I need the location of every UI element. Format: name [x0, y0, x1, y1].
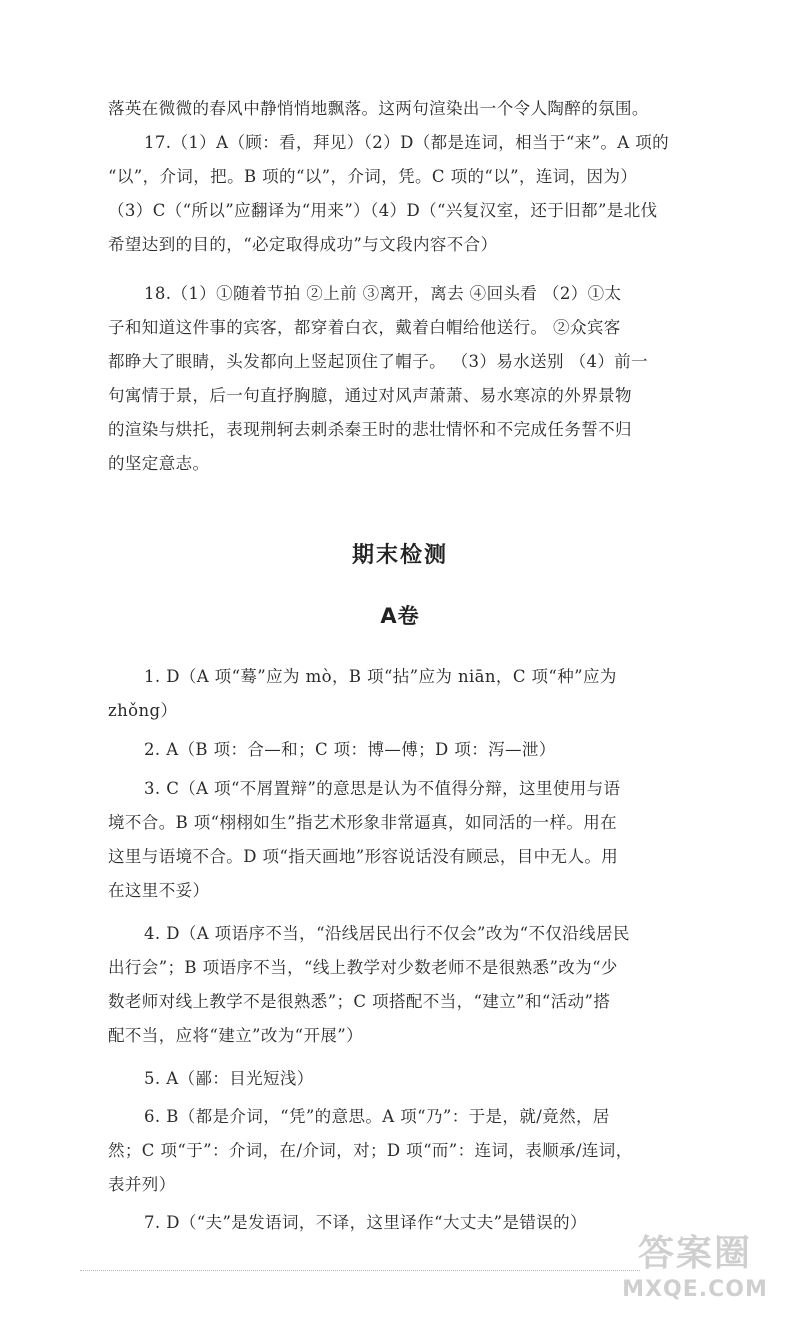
text-line: 5. A（鄙：目光短浅）: [144, 1069, 314, 1088]
text-line: 落英在微微的春风中静悄悄地飘落。这两句渲染出一个令人陶醉的氛围。: [108, 99, 649, 118]
text-line: 的坚定意志。: [108, 454, 210, 473]
answer-4: [108, 917, 668, 1053]
answer-2: [108, 733, 668, 767]
text-line: 6. B（都是介词，“凭”的意思。A 项“乃”：于是，就/竟然，居: [144, 1107, 610, 1126]
answer-16-continuation: [108, 92, 668, 262]
text-line: 这里与语境不合。D 项“指天画地”形容说话没有顾忌，目中无人。用: [108, 847, 619, 866]
text-line: 17.（1）A（顾：看，拜见）（2）D（都是连词，相当于“来”。A 项的: [144, 133, 670, 152]
watermark-url: MXQE.COM: [622, 1277, 768, 1302]
text-line: 境不合。B 项“栩栩如生”指艺术形象非常逼真，如同活的一样。用在: [108, 813, 618, 832]
text-line: 希望达到的目的，“必定取得成功”与文段内容不合）: [108, 235, 498, 254]
text-line: 的渲染与烘托，表现荆轲去刺杀秦王时的悲壮情怀和不完成任务誓不归: [108, 420, 632, 439]
answer-6: [108, 1100, 668, 1202]
answer-18: [108, 277, 668, 481]
text-line: 3. C（A 项“不屑置辩”的意思是认为不值得分辩，这里使用与语: [144, 779, 621, 798]
footer-divider: [80, 1270, 640, 1271]
text-line: 18.（1）①随着节拍 ②上前 ③离开，离去 ④回头看 （2）①太: [144, 284, 622, 303]
text-line: 7. D（“夫”是发语词，不译，这里译作“大丈夫”是错误的）: [144, 1213, 587, 1232]
text-line: 在这里不妥）: [108, 881, 210, 900]
answer-1: [108, 660, 668, 728]
answer-5: [108, 1062, 668, 1096]
text-line: 句寓情于景，后一句直抒胸臆，通过对风声萧萧、易水寒凉的外界景物: [108, 386, 632, 405]
text-line: 2. A（B 项：合—和；C 项：博—傅；D 项：泻—泄）: [144, 740, 556, 759]
text-line: 配不当，应将“建立”改为“开展”）: [108, 1026, 364, 1045]
watermark-logo: [610, 1232, 780, 1312]
section-title: 期末检测: [351, 543, 448, 568]
text-line: 表并列）: [108, 1175, 176, 1194]
text-line: （3）C（“所以”应翻译为“用来”）（4）D（“兴复汉室，还于旧都”是北伐: [108, 201, 658, 220]
text-line: “以”，介词，把。B 项的“以”，介词，凭。C 项的“以”，连词，因为）: [108, 167, 638, 186]
text-line: 出行会”；B 项语序不当，“线上教学对少数老师不是很熟悉”改为“少: [108, 958, 618, 977]
text-line: 都睁大了眼睛，头发都向上竖起顶住了帽子。 （3）易水送别 （4）前一: [108, 352, 649, 371]
text-line: 4. D（A 项语序不当，“沿线居民出行不仅会”改为“不仅沿线居民: [144, 924, 630, 943]
text-line: 数老师对线上教学不是很熟悉”；C 项搭配不当，“建立”和“活动”搭: [108, 992, 611, 1011]
watermark-title: 答案圈: [637, 1233, 752, 1274]
subsection-title: A卷: [380, 604, 420, 628]
text-line: 子和知道这件事的宾客，都穿着白衣，戴着白帽给他送行。 ②众宾客: [108, 318, 621, 337]
answer-7: [108, 1206, 668, 1240]
text-line: 然；C 项“于”：介词，在/介词，对；D 项“而”：连词，表顺承/连词，: [108, 1141, 633, 1160]
text-line: zhǒng）: [108, 701, 178, 720]
text-line: 1. D（A 项“蓦”应为 mò，B 项“拈”应为 niān，C 项“种”应为: [144, 667, 617, 686]
answer-3: [108, 772, 668, 908]
